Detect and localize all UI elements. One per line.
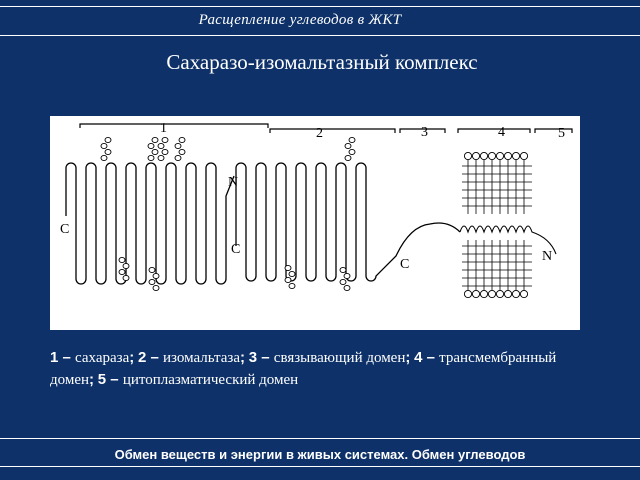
sugar-bead [162,149,168,154]
domain-bracket [535,129,572,133]
caption-item-1: 1 – сахараза; [50,349,135,366]
n-terminus-label-1: N [228,175,239,190]
sugar-bead [158,155,164,160]
sugar-bead [285,265,291,270]
segment-number-3: 3 [421,125,428,140]
lipid-head [504,290,511,297]
isomaltase-chain [236,163,460,281]
sugar-bead [148,155,154,160]
sugar-bead [340,279,346,284]
figure-caption [50,347,580,391]
lipid-head [464,152,471,159]
sugar-bead [153,285,159,290]
footer-text: Обмен веществ и энергии в живых системах. Обмен углеводов [114,447,526,462]
lipid-head [472,290,479,297]
header-title: Расщепление углеводов в ЖКТ [198,12,402,28]
sugar-bead [119,269,125,274]
protein-diagram [50,116,580,330]
lipid-head [488,152,495,159]
footer-bottom-rule [0,466,640,467]
sugar-bead [152,149,158,154]
sugar-bead [149,279,155,284]
lipid-head [472,152,479,159]
sugar-bead [179,137,185,142]
sugar-bead [105,149,111,154]
n-terminus-label-2: N [542,249,553,264]
sugar-bead [344,285,350,290]
sugar-bead [179,149,185,154]
lipid-head [520,290,527,297]
header-bottom-rule [0,35,640,36]
caption-item-3: 3 – связывающий домен; [248,349,411,366]
domain-bracket [80,124,268,128]
lipid-head [512,290,519,297]
sugar-bead [149,267,155,272]
caption-item-4: 4 – трансмембранный домен; [50,349,557,388]
lipid-head [464,290,471,297]
lipid-head [480,290,487,297]
sugar-bead [158,143,164,148]
lipid-head [504,152,511,159]
caption-item-5: 5 – цитоплазматический домен [97,371,299,388]
sugar-bead [119,257,125,262]
segment-number-4: 4 [498,125,505,140]
segment-number-1: 1 [160,121,167,136]
sugar-bead [152,137,158,142]
c-terminus-label-1: C [60,222,70,237]
c-terminus-label-3: C [400,257,410,272]
lipid-head [512,152,519,159]
sugar-bead [345,143,351,148]
sugar-bead [340,267,346,272]
segment-number-2: 2 [316,126,323,141]
sugar-bead [285,277,291,282]
header-top-rule [0,6,640,7]
glycosylation-chains [101,137,355,290]
lipid-head [488,290,495,297]
segment-number-5: 5 [558,126,565,141]
sucrase-chain [66,163,234,284]
sugar-bead [162,137,168,142]
sugar-bead [123,263,129,268]
sugar-bead [175,155,181,160]
sugar-bead [123,275,129,280]
c-terminus-label-2: C [231,242,241,257]
domain-bracket [270,129,395,133]
sugar-bead [289,271,295,276]
sugar-bead [349,137,355,142]
slide-title: Сахаразо-изомальтазный комплекс [166,50,478,74]
sugar-bead [344,273,350,278]
sugar-bead [175,143,181,148]
domain-bracket [458,129,530,133]
sugar-bead [345,155,351,160]
sugar-bead [148,143,154,148]
caption-item-2: 2 – изомальтаза; [137,349,246,366]
sugar-bead [153,273,159,278]
lipid-bilayer [462,152,532,297]
lipid-head [520,152,527,159]
lipid-head [480,152,487,159]
footer-top-rule [0,438,640,439]
lipid-head [496,152,503,159]
sugar-bead [349,149,355,154]
sugar-bead [105,137,111,142]
sugar-bead [101,155,107,160]
sugar-bead [289,283,295,288]
lipid-head [496,290,503,297]
sugar-bead [101,143,107,148]
